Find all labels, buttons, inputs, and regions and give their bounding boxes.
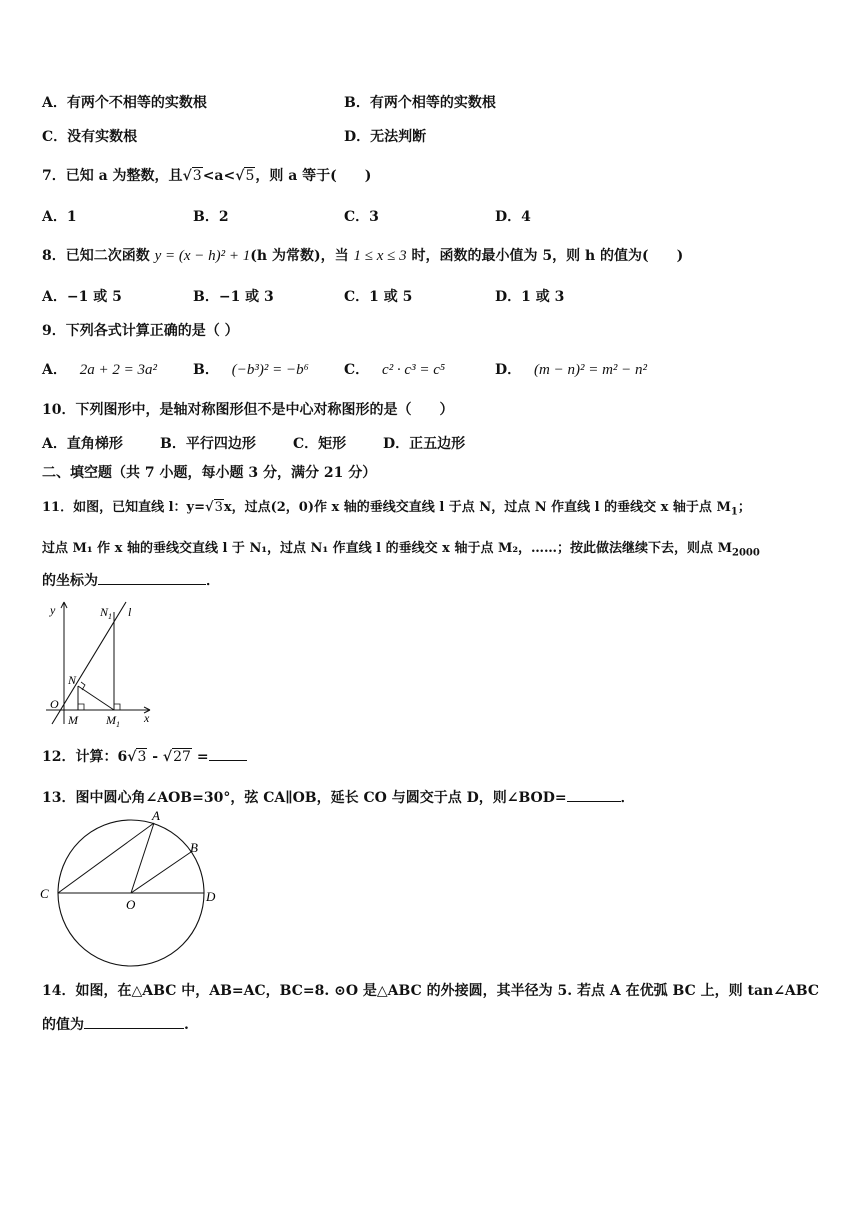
q10-option-d: D．正五边形 <box>383 436 466 452</box>
q12-radicand-1: 3 <box>137 749 147 765</box>
q8-function: y = (x − h)² + 1 <box>154 248 251 264</box>
label-y: y <box>50 603 56 617</box>
q8-text-mid: (h 为常数)，当 <box>250 248 349 264</box>
q11-text-3: 的坐标为 <box>42 573 98 589</box>
q7-radicand-2: 5 <box>245 168 255 184</box>
q14-answer-blank <box>84 1028 184 1029</box>
q13-stem <box>42 787 635 807</box>
label-m1: $M_1$ <box>106 713 120 728</box>
q13-answer-blank <box>567 801 621 802</box>
q11-sub-2000: 2000 <box>731 547 760 559</box>
q7-option-b: B．2 <box>193 209 229 225</box>
radius-ob <box>131 852 191 893</box>
q14-text-end: . <box>184 1017 189 1033</box>
q11-text-b: x，过点(2，0)作 x 轴的垂线交直线 l 于点 N，过点 N 作直线 l 的垂线交 x 轴于点 M <box>223 500 731 515</box>
label-c: C <box>40 886 49 901</box>
q9-label-d: D． <box>495 362 522 378</box>
q9-option-d <box>495 359 647 379</box>
q10-option-a: A．直角梯形 <box>42 436 123 452</box>
q11-figure <box>40 598 170 728</box>
segment-nm1 <box>78 686 114 710</box>
q8-option-c: C．1 或 5 <box>344 289 413 305</box>
q7-option-a: A．1 <box>42 209 77 225</box>
q14-text-2: 的值为 <box>42 1017 84 1033</box>
q11-text-end: ． <box>206 573 220 589</box>
q9-option-c <box>344 359 445 379</box>
q11-line-2 <box>42 537 760 559</box>
q9-expr-b: (−b³)² = −b⁶ <box>231 362 309 378</box>
q8-text-post: 时，函数的最小值为 5，则 h 的值为( ) <box>411 248 684 264</box>
q6-option-a: A．有两个不相等的实数根 <box>42 95 207 111</box>
q6-option-d: D．无法判断 <box>344 129 427 145</box>
q8-text-pre: 8．已知二次函数 <box>42 248 150 264</box>
q9-expr-d: (m − n)² = m² − n² <box>534 362 648 378</box>
q7-text-pre: 7．已知 a 为整数，且 <box>42 168 183 184</box>
label-o: O <box>50 697 59 711</box>
q11-sub-1: 1 <box>730 506 738 518</box>
q7-option-c: C．3 <box>344 209 379 225</box>
q7-text-mid: <a< <box>202 168 236 184</box>
q13-text: 13．图中圆心角∠AOB=30°，弦 CA∥OB，延长 CO 与圆交于点 D，则∠BOD= <box>42 790 567 806</box>
q11-text-c: ； <box>737 500 751 515</box>
label-n1: $N_1$ <box>100 605 113 621</box>
q13-text-end: ． <box>620 790 635 806</box>
line-l <box>52 602 126 724</box>
q14-line-2 <box>42 1014 189 1034</box>
q12-minus: - <box>147 749 163 765</box>
radius-oa <box>131 823 154 893</box>
label-b: B <box>190 840 198 855</box>
q12-text-pre: 12．计算：6 <box>42 749 128 765</box>
q9-expr-a: 2a + 2 = 3a² <box>79 362 157 378</box>
q8-range: 1 ≤ x ≤ 3 <box>353 248 407 264</box>
label-o: O <box>126 897 136 912</box>
q6-option-c: C．没有实数根 <box>42 129 138 145</box>
q11-text-2: 过点 M₁ 作 x 轴的垂线交直线 l 于 N₁，过点 N₁ 作直线 l 的垂线交 x 轴于点 M₂，……；按此做法继续下去，则点 M <box>42 541 732 556</box>
q8-option-a: A．−1 或 5 <box>42 289 122 305</box>
q11-answer-blank <box>98 584 206 585</box>
q8-option-d: D．1 或 3 <box>495 289 565 305</box>
right-angle-mark <box>78 704 84 710</box>
q9-label-c: C． <box>344 362 370 378</box>
q10-option-c: C．矩形 <box>293 436 347 452</box>
q9-label-b: B． <box>193 362 219 378</box>
q11-radicand: 3 <box>214 500 223 515</box>
q12-stem: 12．计算：6√3 - √27 = <box>42 746 247 766</box>
q11-line-3 <box>42 570 220 590</box>
q7-stem: 7．已知 a 为整数，且√3<a<√5，则 a 等于( ) <box>42 168 372 184</box>
q7-text-post: ，则 a 等于( ) <box>255 168 372 184</box>
q13-figure <box>36 806 226 974</box>
q14-line-1: 14．如图，在△ABC 中，AB=AC，BC=8. ⊙O 是△ABC 的外接圆，其半径为 5. 若点 A 在优弧 BC 上，则 tan∠ABC <box>42 983 820 999</box>
q6-option-b: B．有两个相等的实数根 <box>344 95 496 111</box>
label-m: M <box>68 713 78 727</box>
q9-option-b <box>193 359 309 379</box>
q10-stem: 10．下列图形中，是轴对称图形但不是中心对称图形的是（ ） <box>42 402 454 418</box>
q11-line-1: 11．如图，已知直线 l：y=√3x，过点(2，0)作 x 轴的垂线交直线 l 于点 N，过点 N 作直线 l 的垂线交 x 轴于点 $M_1$； <box>42 500 751 518</box>
q9-stem: 9．下列各式计算正确的是（ ） <box>42 323 239 339</box>
q9-option-a <box>42 359 157 379</box>
label-x: x <box>144 711 150 725</box>
q10-option-b: B．平行四边形 <box>160 436 256 452</box>
chord-ca <box>58 823 154 893</box>
q9-label-a: A． <box>42 362 67 378</box>
right-angle-mark <box>114 704 120 710</box>
q12-radicand-2: 27 <box>173 749 191 765</box>
label-n: N <box>68 673 77 687</box>
q7-option-d: D．4 <box>495 209 531 225</box>
q12-text-post: = <box>191 749 209 765</box>
label-d: D <box>206 889 216 904</box>
q8-option-b: B．−1 或 3 <box>193 289 274 305</box>
q8-stem <box>42 245 683 265</box>
section-2-heading: 二、填空题（共 7 小题，每小题 3 分，满分 21 分） <box>42 465 377 481</box>
label-a: A <box>152 808 160 823</box>
q11-text-a: 11．如图，已知直线 l：y= <box>42 500 206 515</box>
q9-expr-c: c² · c³ = c⁵ <box>382 362 446 378</box>
q12-answer-blank <box>209 760 247 761</box>
label-l: l <box>128 605 132 619</box>
q7-radicand-1: 3 <box>192 168 202 184</box>
